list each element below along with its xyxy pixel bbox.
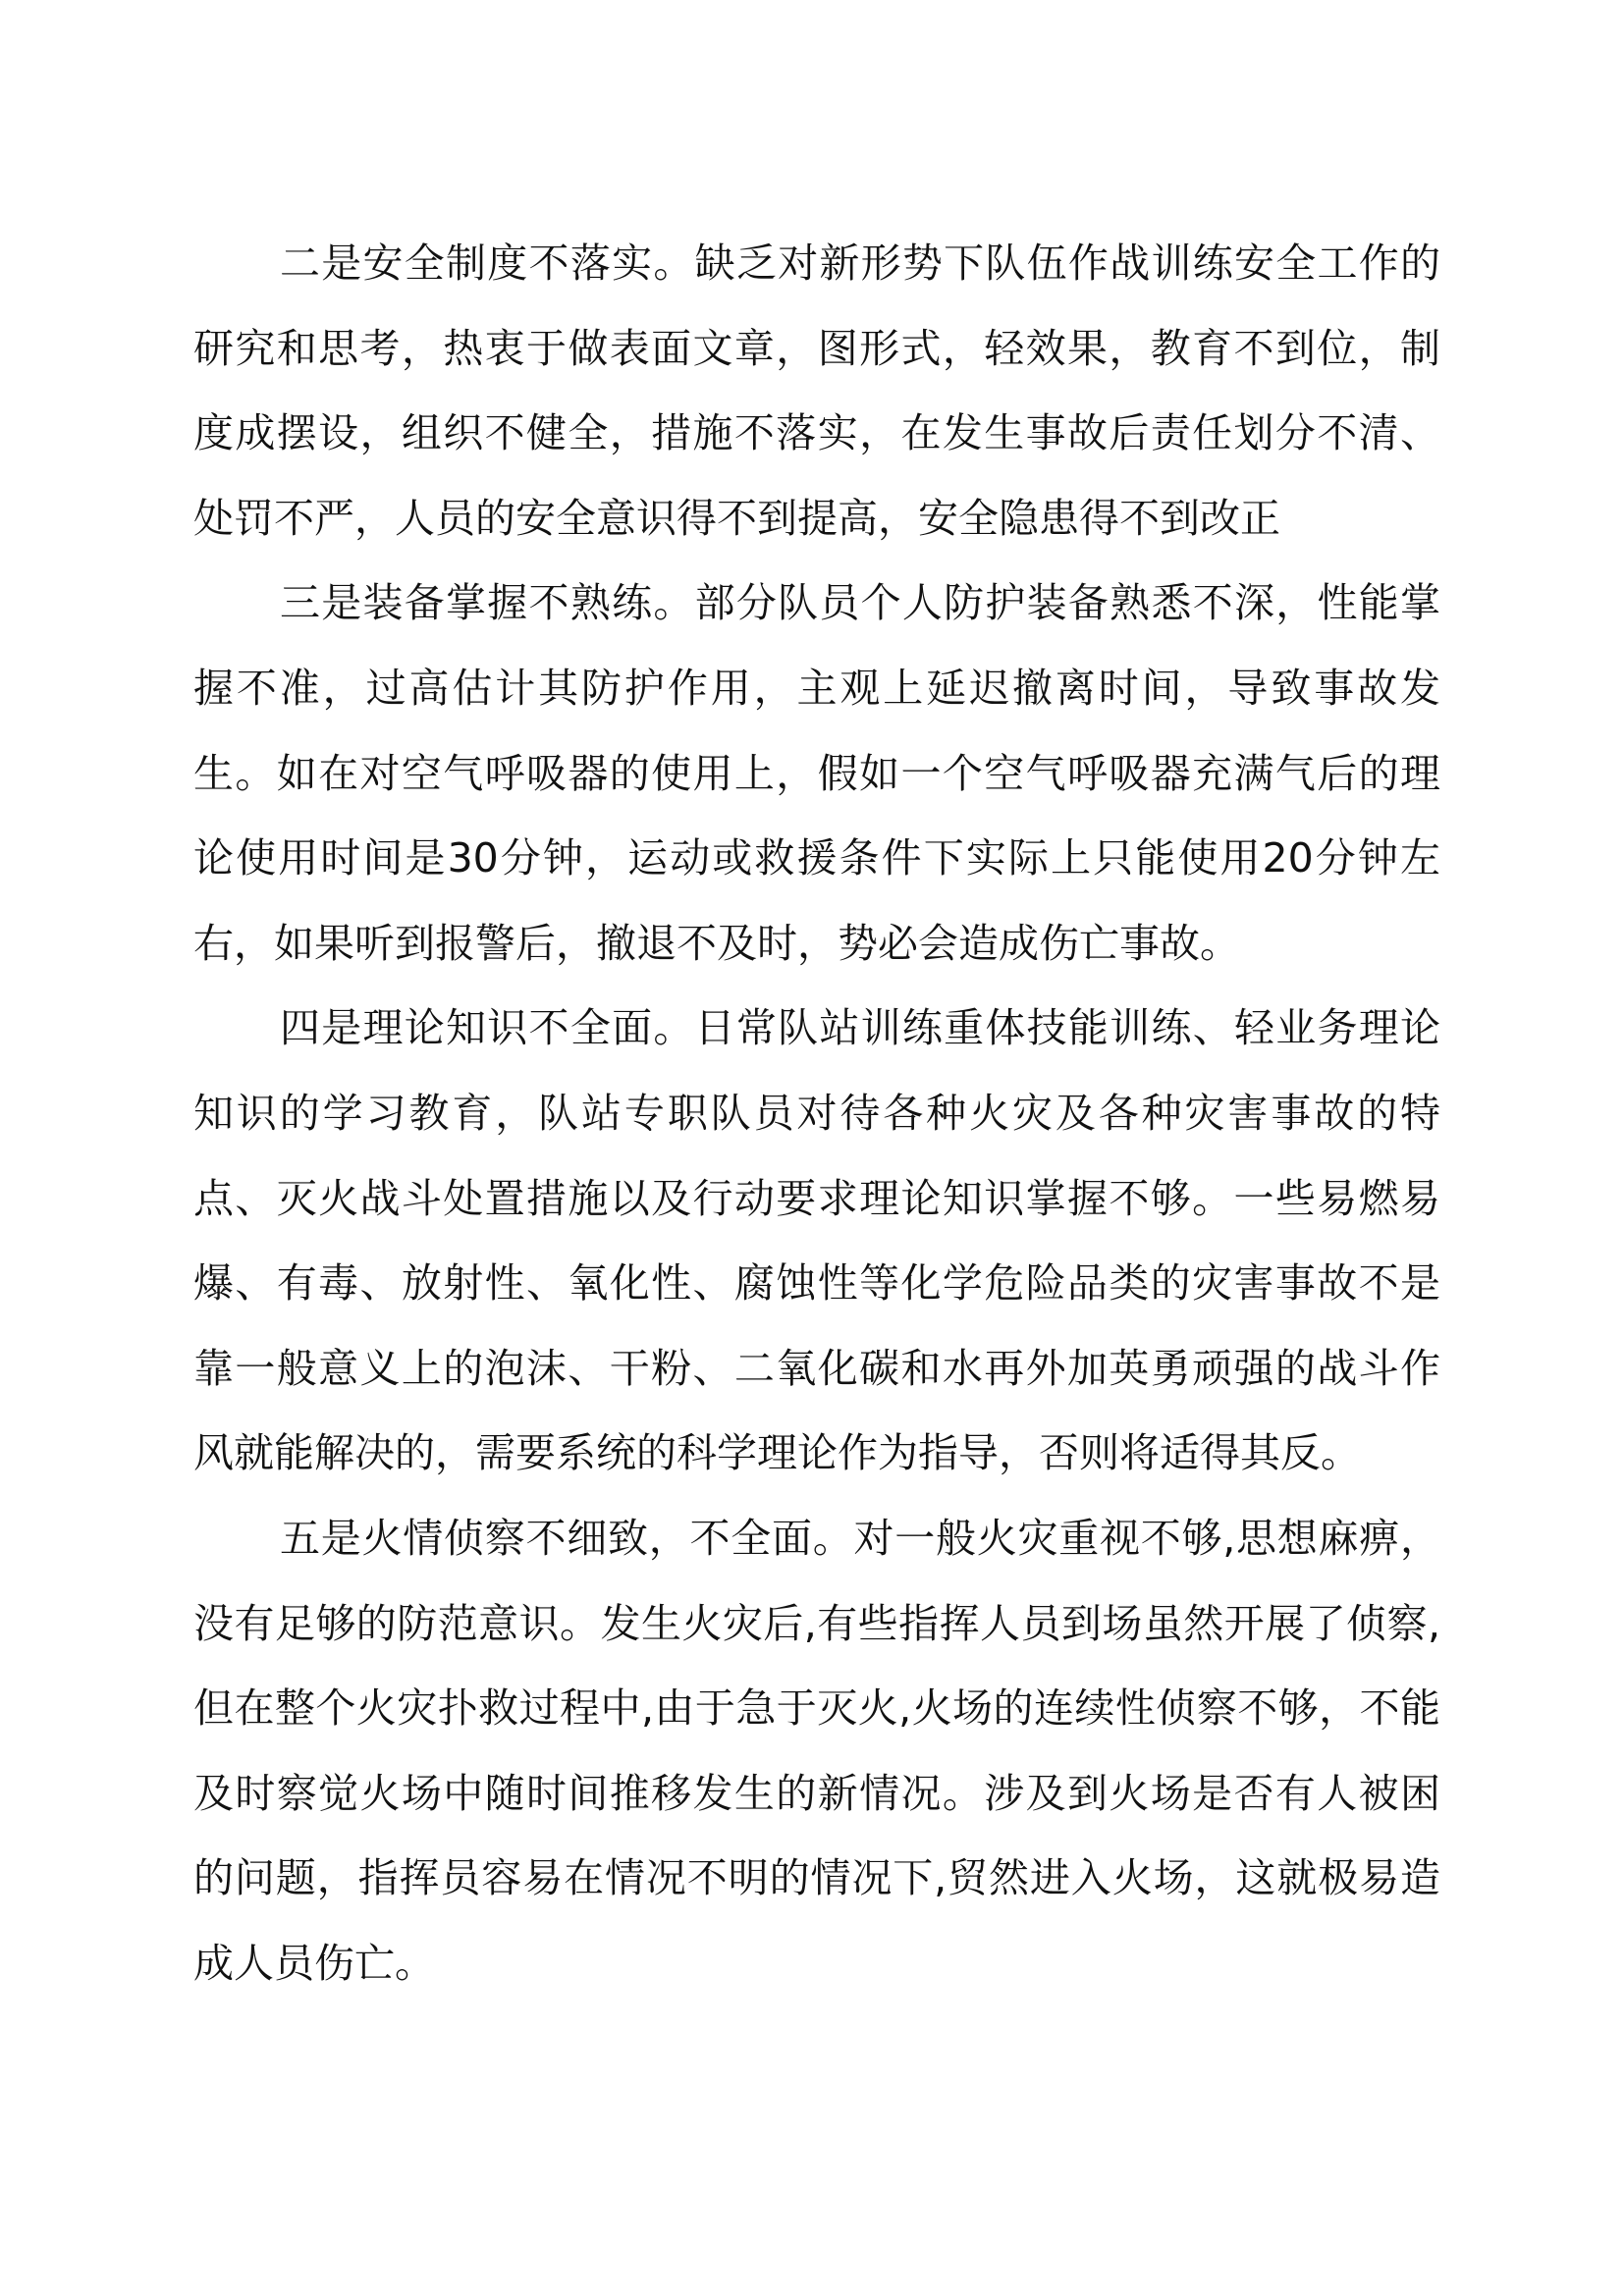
paragraph-equipment: 三是装备掌握不熟练。部分队员个人防护装备熟悉不深，性能掌握不准，过高估计其防护作用，主观上延迟撤离时间，导致事故发生。如在对空气呼吸器的使用上，假如一个空气呼吸器充满气后的理论使用时间是30分钟，运动或救援条件下实际上只能使用20分钟左右，如果听到报警后，撤退不及时，势必会造成伤亡事故。 [193, 579, 1440, 967]
paragraph-fire-reconnaissance: 五是火情侦察不细致，不全面。对一般火灾重视不够,思想麻痹，没有足够的防范意识。发生火灾后,有些指挥人员到场虽然开展了侦察,但在整个火灾扑救过程中,由于急于灭火,火场的连续性侦察不够，不能及时察觉火场中随时间推移发生的新情况。涉及到火场是否有人被困的问题，指挥员容易在情况不明的情况下,贸然进入火场，这就极易造成人员伤亡。 [193, 1514, 1440, 1987]
paragraph-theory-knowledge: 四是理论知识不全面。日常队站训练重体技能训练、轻业务理论知识的学习教育，队站专职队员对待各种火灾及各种灾害事故的特点、灭火战斗处置措施以及行动要求理论知识掌握不够。一些易燃易爆、有毒、放射性、氧化性、腐蚀性等化学危险品类的灾害事故不是靠一般意义上的泡沫、干粉、二氧化碳和水再外加英勇顽强的战斗作风就能解决的，需要系统的科学理论作为指导，否则将适得其反。 [193, 1004, 1440, 1477]
paragraph-safety-system: 二是安全制度不落实。缺乏对新形势下队伍作战训练安全工作的研究和思考，热衷于做表面文章，图形式，轻效果，教育不到位，制度成摆设，组织不健全，措施不落实，在发生事故后责任划分不清、处罚不严，人员的安全意识得不到提高，安全隐患得不到改正 [193, 240, 1440, 542]
document-body [193, 221, 1440, 2005]
